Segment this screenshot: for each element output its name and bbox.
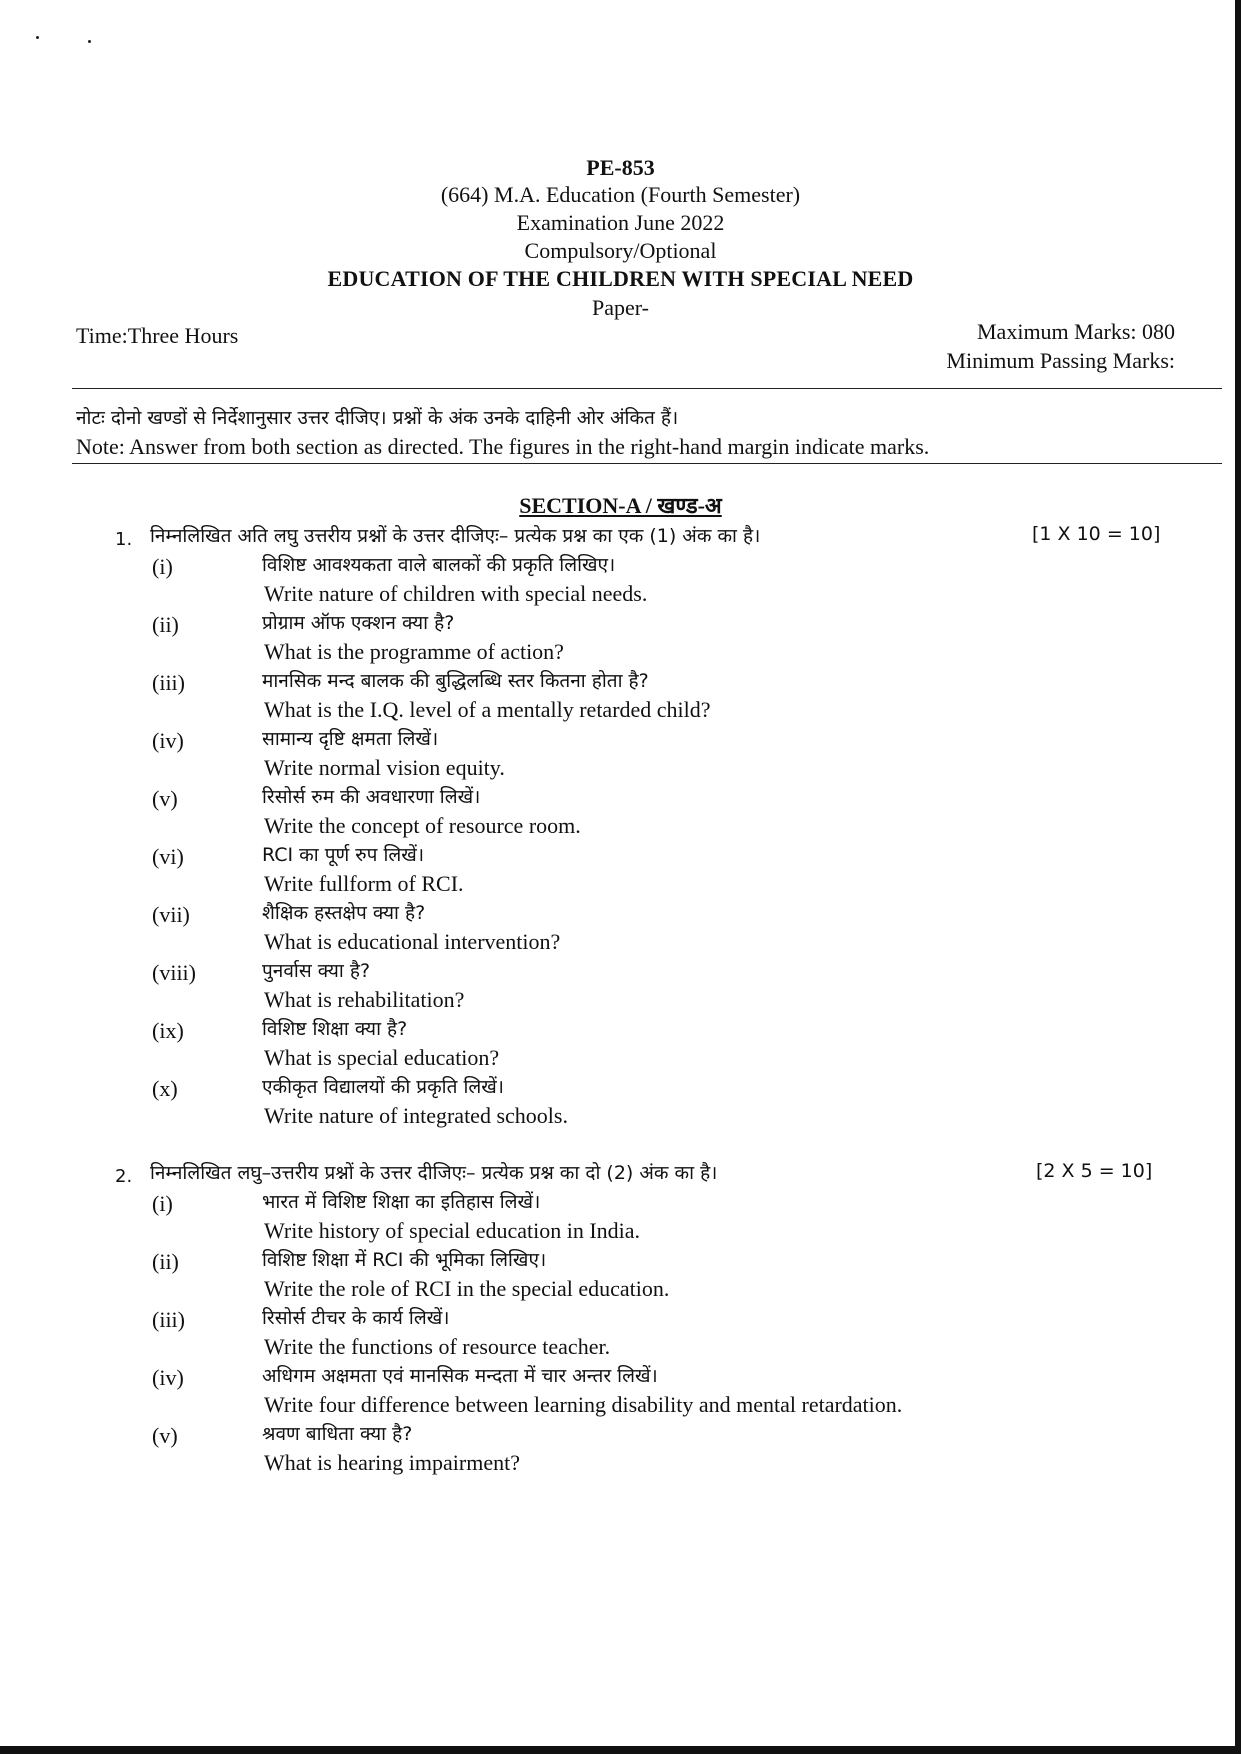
question-2-item-number: (i) bbox=[152, 1191, 173, 1216]
paper-label: Paper- bbox=[592, 295, 649, 320]
question-1-item-english: Write normal vision equity. bbox=[264, 755, 505, 780]
note-english: Note: Answer from both section as directed. The figures in the right-hand margin indicate marks. bbox=[76, 434, 930, 459]
question-1-item-hindi: प्रोग्राम ऑफ एक्शन क्या है? bbox=[262, 612, 455, 634]
question-1-item-number: (v) bbox=[152, 786, 178, 811]
question-1-item-english: Write nature of integrated schools. bbox=[264, 1103, 568, 1128]
question-1-item-hindi: रिसोर्स रुम की अवधारणा लिखें। bbox=[262, 786, 481, 808]
minimum-passing-marks: Minimum Passing Marks: bbox=[946, 348, 1175, 373]
course-name: (664) M.A. Education (Fourth Semester) bbox=[440, 182, 801, 207]
question-2-item-english: What is hearing impairment? bbox=[264, 1450, 520, 1475]
question-2-item-hindi: अधिगम अक्षमता एवं मानसिक मन्दता में चार अन्तर लिखें। bbox=[262, 1365, 658, 1387]
question-2-item-english: Write history of special education in India. bbox=[264, 1218, 641, 1243]
paper-code: PE-853 bbox=[586, 155, 655, 180]
question-1-item-english: Write nature of children with special needs. bbox=[264, 581, 648, 606]
question-1-item-number: (vi) bbox=[152, 844, 184, 869]
question-1-item-english: What is the programme of action? bbox=[264, 639, 564, 664]
note-hindi: नोटः दोनो खण्डों से निर्देशानुसार उत्तर दीजिए। प्रश्नों के अंक उनके दाहिनी ओर अंकित हैं। bbox=[76, 407, 679, 429]
question-1-marks: [1 X 10 = 10] bbox=[1032, 523, 1161, 545]
question-2-marks: [2 X 5 = 10] bbox=[1036, 1160, 1153, 1182]
question-1-item-number: (iii) bbox=[152, 670, 185, 695]
question-1-item-hindi: पुनर्वास क्या है? bbox=[262, 960, 371, 982]
question-1-item-number: (iv) bbox=[152, 728, 184, 753]
section-a-heading bbox=[0, 492, 1241, 520]
divider-bottom bbox=[72, 463, 1222, 464]
question-1-item-hindi: एकीकृत विद्यालयों की प्रकृति लिखें। bbox=[262, 1076, 505, 1098]
scan-edge-bottom bbox=[0, 1746, 1241, 1754]
paper-type: Compulsory/Optional bbox=[524, 238, 717, 263]
question-2-item-number: (ii) bbox=[152, 1249, 179, 1274]
question-1-item-hindi: सामान्य दृष्टि क्षमता लिखें। bbox=[262, 728, 439, 750]
question-1-item-english: Write fullform of RCI. bbox=[264, 871, 464, 896]
question-1-item-hindi: शैक्षिक हस्तक्षेप क्या है? bbox=[262, 902, 426, 924]
divider-top bbox=[72, 388, 1222, 389]
question-1-item-number: (vii) bbox=[152, 902, 190, 927]
question-2-item-number: (iii) bbox=[152, 1307, 185, 1332]
question-2-item-hindi: भारत में विशिष्ट शिक्षा का इतिहास लिखें। bbox=[262, 1191, 541, 1213]
question-1-item-hindi: विशिष्ट शिक्षा क्या है? bbox=[262, 1018, 408, 1040]
question-1-item-number: (ii) bbox=[152, 612, 179, 637]
section-a-heading-text: SECTION-A / खण्ड-अ bbox=[519, 493, 722, 518]
question-2-item-hindi: रिसोर्स टीचर के कार्य लिखें। bbox=[262, 1307, 450, 1329]
question-2-item-english: Write four difference between learning disability and mental retardation. bbox=[264, 1392, 903, 1417]
question-2-item-number: (iv) bbox=[152, 1365, 184, 1390]
exam-session: Examination June 2022 bbox=[516, 210, 725, 235]
question-1-item-english: What is special education? bbox=[264, 1045, 500, 1070]
question-1-item-english: What is educational intervention? bbox=[264, 929, 561, 954]
question-1-item-number: (ix) bbox=[152, 1018, 184, 1043]
question-1-item-english: What is the I.Q. level of a mentally retarded child? bbox=[264, 697, 711, 722]
paper-title: EDUCATION OF THE CHILDREN WITH SPECIAL NEED bbox=[327, 266, 914, 291]
question-1-item-hindi: मानसिक मन्द बालक की बुद्धिलब्धि स्तर कितना होता है? bbox=[262, 670, 649, 692]
question-1-item-number: (x) bbox=[152, 1076, 178, 1101]
time-allowed: Time:Three Hours bbox=[76, 323, 239, 348]
question-2-number: 2. bbox=[115, 1166, 133, 1187]
question-1-item-number: (viii) bbox=[152, 960, 196, 985]
question-1-item-hindi: विशिष्ट आवश्यकता वाले बालकों की प्रकृति लिखिए। bbox=[262, 554, 616, 576]
question-2-item-hindi: श्रवण बाधिता क्या है? bbox=[262, 1423, 413, 1445]
question-1-text: निम्नलिखित अति लघु उत्तरीय प्रश्नों के उत्तर दीजिएः– प्रत्येक प्रश्न का एक (1) अंक का है। bbox=[150, 525, 761, 547]
scan-speck bbox=[36, 36, 39, 39]
question-1-item-english: Write the concept of resource room. bbox=[264, 813, 581, 838]
question-2-text: निम्नलिखित लघु–उत्तरीय प्रश्नों के उत्तर दीजिएः– प्रत्येक प्रश्न का दो (2) अंक का है। bbox=[150, 1162, 718, 1184]
question-2-item-english: Write the functions of resource teacher. bbox=[264, 1334, 611, 1359]
question-1-item-number: (i) bbox=[152, 554, 173, 579]
question-1-item-hindi: RCI का पूर्ण रुप लिखें। bbox=[262, 844, 425, 866]
maximum-marks: Maximum Marks: 080 bbox=[977, 319, 1175, 344]
question-2-item-number: (v) bbox=[152, 1423, 178, 1448]
scan-speck bbox=[88, 40, 91, 43]
question-1-number: 1. bbox=[115, 529, 133, 550]
question-1-item-english: What is rehabilitation? bbox=[264, 987, 465, 1012]
question-2-item-hindi: विशिष्ट शिक्षा में RCI की भूमिका लिखिए। bbox=[262, 1249, 547, 1271]
question-2-item-english: Write the role of RCI in the special education. bbox=[264, 1276, 670, 1301]
